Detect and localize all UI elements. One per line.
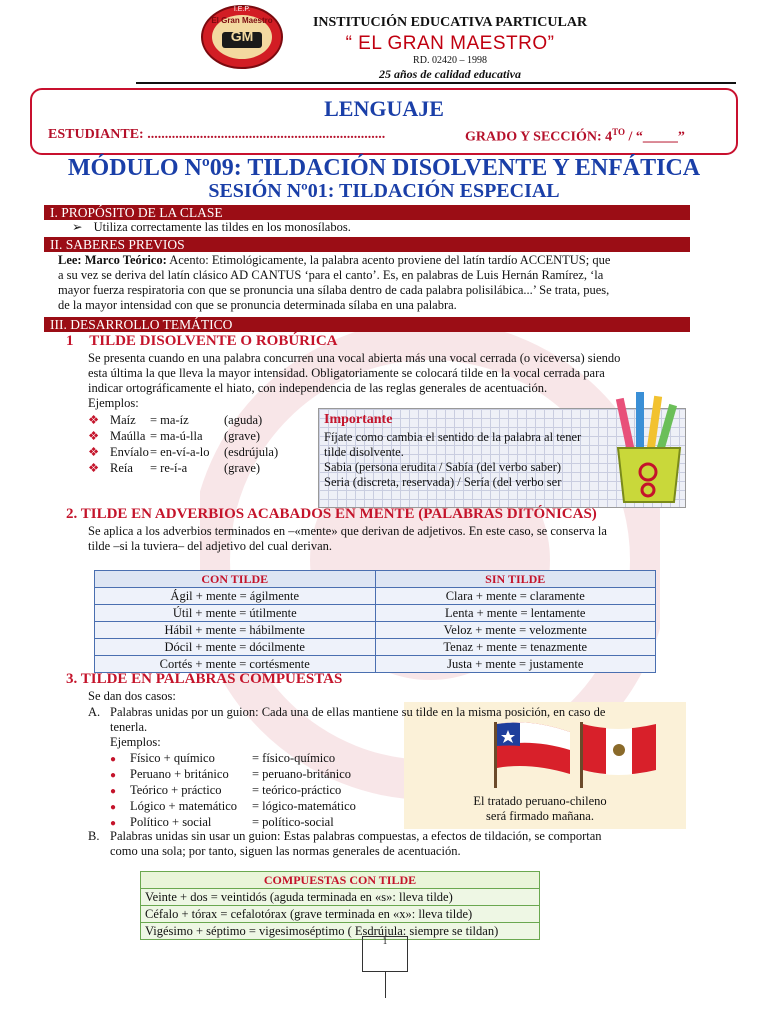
important-line: Fíjate como cambia el sentido de la palabra al tener (324, 430, 582, 444)
header-rule (136, 82, 736, 84)
table-cell: Vigésimo + séptimo = vigesimoséptimo ( Esdrújula: siempre se tildan) (141, 923, 540, 940)
hiatus-examples (88, 413, 318, 477)
examples-label: Ejemplos: (110, 735, 161, 749)
important-line: Seria (discreta, reservada) / Sería (del verbo ser (324, 475, 562, 489)
case-b-label: B. (88, 829, 100, 843)
flag-caption (404, 794, 676, 824)
table-cell: Céfalo + tórax = cefalotórax (grave terminada en «x»: lleva tilde) (141, 906, 540, 923)
theory-line: a su vez se deriva del latín clásico AD CANTUS ‘para el canto’. Es, en palabras de Luis Hernán Ramírez, ‘la (58, 268, 604, 282)
example-row (110, 799, 400, 815)
bullet-icon: ❖ (88, 429, 100, 443)
subsection-3-title: 3. TILDE EN PALABRAS COMPUESTAS (66, 671, 343, 687)
table-row (95, 656, 656, 673)
example-right: = peruano-británico (252, 767, 352, 781)
adverbs-table (94, 570, 656, 673)
purpose-text: Utiliza correctamente las tildes en los monosílabos. (93, 220, 351, 234)
example-row (110, 751, 400, 767)
subject-title: LENGUAJE (324, 96, 444, 121)
caption-line: será firmado mañana. (486, 809, 594, 823)
paragraph-line: como una sola; por tanto, siguen las normas generales de acentuación. (110, 844, 461, 858)
paragraph-line: esta última la que lleva la mayor intensidad. Obligatoriamente se colocará tilde en la vocal cerrada para (88, 366, 605, 380)
example-split: = ma-ú-lla (150, 429, 203, 443)
paragraph-line: indicar ortográficamente el hiato, con independencia de las reglas generales de acentuación. (88, 381, 548, 395)
important-text (324, 430, 624, 490)
school-motto: 25 años de calidad educativa (379, 67, 521, 81)
paragraph-line: tenerla. (110, 720, 148, 734)
bullet-icon: ❖ (88, 445, 100, 459)
table-header-row (95, 571, 656, 588)
important-title: Importante (324, 412, 393, 427)
table-cell: Clara + mente = claramente (375, 588, 656, 605)
subsection-2-paragraph (88, 524, 688, 554)
example-left: Político + social (130, 815, 212, 829)
page-number: 1 (382, 936, 388, 946)
theory-text: Acento: Etimológicamente, la palabra acento proviene del latín tardío ACCENTUS; que (166, 253, 611, 267)
bullet-icon: ● (110, 818, 117, 829)
table-cell: Ágil + mente = ágilmente (95, 588, 376, 605)
grade-field[interactable] (465, 127, 685, 146)
grade-label: GRADO Y SECCIÓN: 4 (465, 129, 613, 145)
pencil-cup-icon (610, 390, 688, 508)
example-row (110, 783, 400, 799)
table-cell: Hábil + mente = hábilmente (95, 622, 376, 639)
page-number-stem (385, 972, 386, 998)
table-header: COMPUESTAS CON TILDE (141, 872, 540, 889)
examples-label: Ejemplos: (88, 396, 139, 410)
important-line: Sabia (persona erudita / Sabía (del verbo saber) (324, 460, 562, 474)
bullet-icon: ● (110, 770, 117, 781)
table-cell: Tenaz + mente = tenazmente (375, 639, 656, 656)
section-1-item (72, 220, 351, 235)
subsection-1-number: 1 (66, 333, 74, 349)
table-cell: Cortés + mente = cortésmente (95, 656, 376, 673)
grade-rest: / “_____” (624, 129, 685, 145)
example-split: = ma-íz (150, 413, 189, 427)
student-field[interactable]: ESTUDIANTE: .................................................................... (48, 127, 386, 142)
bullet-icon: ● (110, 754, 117, 765)
table-cell: Útil + mente = útilmente (95, 605, 376, 622)
paragraph-line: tilde –si la tuviera– del adjetivo del cual derivan. (88, 539, 333, 553)
example-word: Maúlla (110, 429, 146, 443)
table-row (95, 639, 656, 656)
bullet-icon: ❖ (88, 413, 100, 427)
table-row (141, 923, 540, 940)
section-1-bar: I. PROPÓSITO DE LA CLASE (44, 205, 690, 220)
table-cell: Veloz + mente = velozmente (375, 622, 656, 639)
theory-paragraph (58, 253, 698, 313)
subsection-1-title (66, 333, 338, 350)
paragraph-line: Palabras unidas por un guion: Cada una de ellas mantiene su tilde en la misma posición, en caso de (110, 705, 606, 719)
section-2-bar: II. SABERES PREVIOS (44, 237, 690, 252)
table-cell: Dócil + mente = dócilmente (95, 639, 376, 656)
table-cell: Veinte + dos = veintidós (aguda terminada en «s»: lleva tilde) (141, 889, 540, 906)
table-header: SIN TILDE (375, 571, 656, 588)
table-header: CON TILDE (95, 571, 376, 588)
example-row (88, 429, 318, 445)
important-line: tilde disolvente. (324, 445, 404, 459)
compound-table (140, 871, 540, 940)
session-title: SESIÓN Nº01: TILDACIÓN ESPECIAL (208, 180, 560, 202)
example-row (88, 445, 318, 461)
example-type: (grave) (224, 461, 261, 475)
example-type: (grave) (224, 429, 261, 443)
example-right: = lógico-matemático (252, 799, 356, 813)
example-left: Peruano + británico (130, 767, 229, 781)
example-left: Teórico + práctico (130, 783, 222, 797)
logo-name-text: El Gran Maestro (211, 16, 273, 25)
example-split: = re-í-a (150, 461, 188, 475)
module-title: MÓDULO Nº09: TILDACIÓN DISOLVENTE Y ENFÁTICA (67, 155, 701, 181)
example-row (88, 413, 318, 429)
bullet-icon: ● (110, 802, 117, 813)
case-b-paragraph (110, 829, 690, 859)
theory-line: mayor fuerza respiratoria con que se pronuncia una sílaba dentro de cada palabra polisilábica...’ Se trata, pues, (58, 283, 610, 297)
paragraph-line: Palabras unidas sin usar un guion: Estas palabras compuestas, a efectos de tildación, se comportan (110, 829, 602, 843)
example-right: = político-social (252, 815, 334, 829)
institution-label: INSTITUCIÓN EDUCATIVA PARTICULAR (312, 15, 588, 30)
paragraph-line: Se aplica a los adverbios terminados en –«mente» que derivan de adjetivos. En este caso, se conserva la (88, 524, 607, 538)
table-row (141, 906, 540, 923)
example-type: (esdrújula) (224, 445, 279, 459)
example-right: = físico-químico (252, 751, 336, 765)
example-word: Reía (110, 461, 133, 475)
example-right: = teórico-práctico (252, 783, 342, 797)
subsection-1-paragraph (88, 351, 688, 411)
table-row (95, 605, 656, 622)
example-left: Lógico + matemático (130, 799, 238, 813)
subsection-3-intro: Se dan dos casos: (88, 689, 176, 703)
bullet-icon: ❖ (88, 461, 100, 475)
subsection-1-text: TILDE DISOLVENTE O ROBÚRICA (89, 333, 338, 349)
table-cell: Justa + mente = justamente (375, 656, 656, 673)
example-word: Maíz (110, 413, 136, 427)
bullet-icon: ● (110, 786, 117, 797)
school-name: “ EL GRAN MAESTRO” (345, 33, 555, 54)
arrow-icon: ➢ (72, 220, 83, 234)
theory-line (58, 253, 698, 268)
example-left: Físico + químico (130, 751, 215, 765)
example-split: = en-ví-a-lo (150, 445, 210, 459)
example-row (110, 767, 400, 783)
case-a-label: A. (88, 705, 101, 719)
table-cell: Lenta + mente = lentamente (375, 605, 656, 622)
example-row (88, 461, 318, 477)
theory-lead: Lee: Marco Teórico: (58, 253, 167, 267)
logo-top-text: I.E.P. (233, 6, 251, 13)
table-row (95, 622, 656, 639)
logo-initials: GM (230, 28, 254, 44)
rd-number: RD. 02420 – 1998 (413, 55, 487, 66)
compound-examples (110, 751, 400, 831)
subsection-2-title: 2. TILDE EN ADVERBIOS ACABADOS EN MENTE (PALABRAS DITÓNICAS) (66, 506, 597, 522)
table-row (141, 889, 540, 906)
case-a-paragraph (110, 705, 690, 750)
example-type: (aguda) (224, 413, 263, 427)
paragraph-line: Se presenta cuando en una palabra concurren una vocal abierta más una vocal cerrada (o viceversa) siendo (88, 351, 621, 365)
section-3-bar: III. DESARROLLO TEMÁTICO (44, 317, 690, 332)
caption-line: El tratado peruano-chileno (473, 794, 607, 808)
table-header-row (141, 872, 540, 889)
theory-line: de la mayor intensidad con que se pronuncia determinada sílaba en una palabra. (58, 298, 457, 312)
grade-sup: TO (612, 127, 625, 137)
table-row (95, 588, 656, 605)
example-word: Envíalo (110, 445, 149, 459)
